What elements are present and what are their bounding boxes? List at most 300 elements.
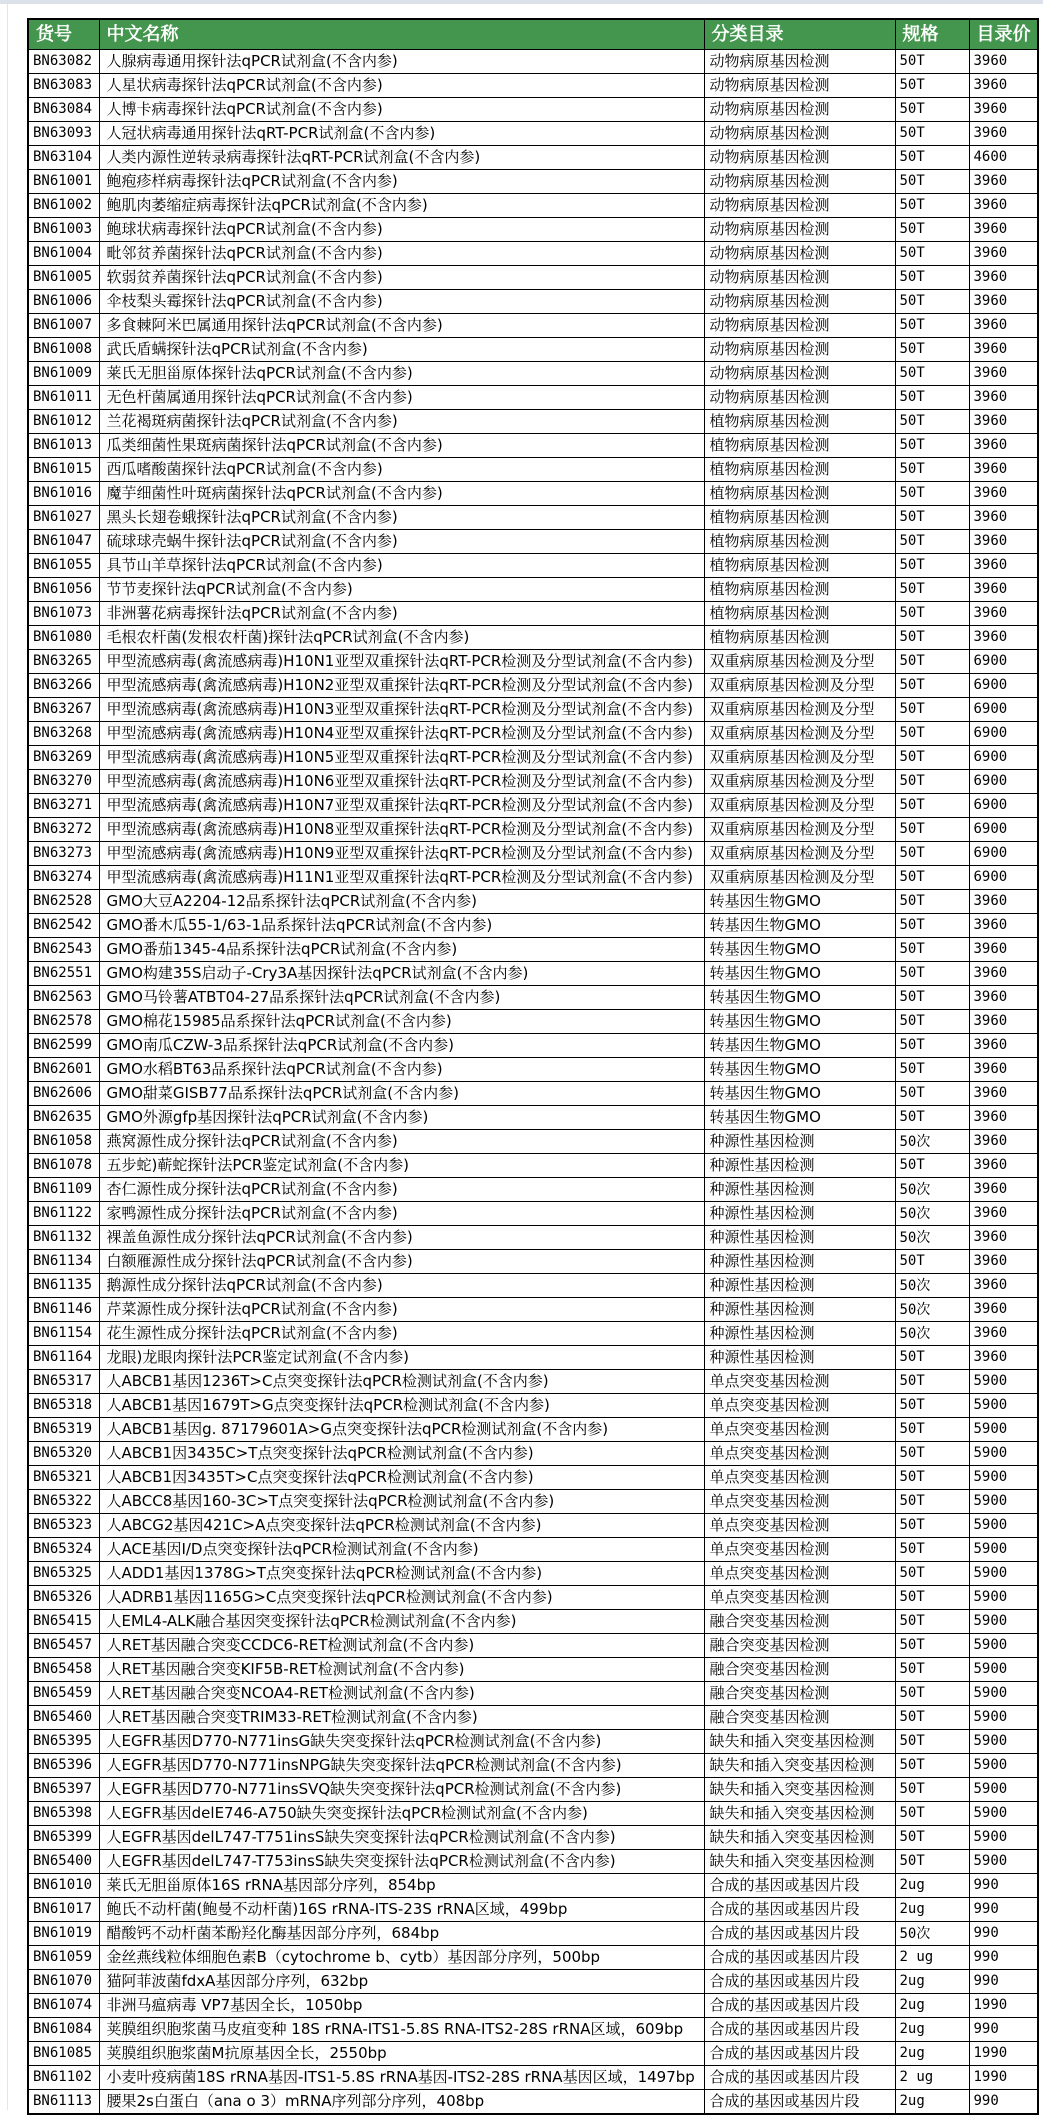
cell-price[interactable]: 3960 [969, 938, 1038, 962]
cell-category[interactable]: 融合突变基因检测 [704, 1610, 895, 1634]
cell-price[interactable]: 990 [969, 1970, 1038, 1994]
cell-item-name[interactable]: 无色杆菌属通用探针法qPCR试剂盒(不含内参) [99, 386, 704, 410]
cell-category[interactable]: 种源性基因检测 [704, 1226, 895, 1250]
column-header-item-name[interactable]: 中文名称 [99, 19, 704, 50]
cell-price[interactable]: 990 [969, 1946, 1038, 1970]
cell-item-code[interactable]: BN63271 [28, 794, 99, 818]
cell-spec[interactable]: 50T [895, 1394, 969, 1418]
cell-price[interactable]: 3960 [969, 1322, 1038, 1346]
cell-price[interactable]: 3960 [969, 1082, 1038, 1106]
cell-spec[interactable]: 50T [895, 1826, 969, 1850]
cell-category[interactable]: 合成的基因或基因片段 [704, 2066, 895, 2090]
cell-category[interactable]: 融合突变基因检测 [704, 1634, 895, 1658]
cell-item-code[interactable]: BN61019 [28, 1922, 99, 1946]
cell-item-code[interactable]: BN61146 [28, 1298, 99, 1322]
cell-category[interactable]: 植物病原基因检测 [704, 578, 895, 602]
cell-spec[interactable]: 50T [895, 1634, 969, 1658]
cell-category[interactable]: 单点突变基因检测 [704, 1466, 895, 1490]
cell-category[interactable]: 动物病原基因检测 [704, 170, 895, 194]
cell-price[interactable]: 3960 [969, 1202, 1038, 1226]
cell-item-code[interactable]: BN61007 [28, 314, 99, 338]
cell-category[interactable]: 种源性基因检测 [704, 1178, 895, 1202]
cell-category[interactable]: 动物病原基因检测 [704, 122, 895, 146]
cell-price[interactable]: 5900 [969, 1706, 1038, 1730]
cell-category[interactable]: 动物病原基因检测 [704, 266, 895, 290]
cell-spec[interactable]: 2ug [895, 1898, 969, 1922]
cell-item-code[interactable]: BN65397 [28, 1778, 99, 1802]
cell-category[interactable]: 植物病原基因检测 [704, 434, 895, 458]
column-header-category[interactable]: 分类目录 [704, 19, 895, 50]
cell-price[interactable]: 6900 [969, 698, 1038, 722]
cell-item-code[interactable]: BN61109 [28, 1178, 99, 1202]
cell-category[interactable]: 合成的基因或基因片段 [704, 1898, 895, 1922]
cell-category[interactable]: 合成的基因或基因片段 [704, 1970, 895, 1994]
cell-spec[interactable]: 50T [895, 818, 969, 842]
cell-category[interactable]: 单点突变基因检测 [704, 1514, 895, 1538]
cell-category[interactable]: 合成的基因或基因片段 [704, 2018, 895, 2042]
cell-item-code[interactable]: BN61004 [28, 242, 99, 266]
cell-price[interactable]: 6900 [969, 770, 1038, 794]
cell-item-name[interactable]: GMO外源gfp基因探针法qPCR试剂盒(不含内参) [99, 1106, 704, 1130]
cell-spec[interactable]: 50T [895, 602, 969, 626]
cell-item-name[interactable]: 莱氏无胆甾原体16S rRNA基因部分序列，854bp [99, 1874, 704, 1898]
cell-item-code[interactable]: BN61005 [28, 266, 99, 290]
cell-price[interactable]: 6900 [969, 866, 1038, 890]
cell-spec[interactable]: 50T [895, 1442, 969, 1466]
cell-item-code[interactable]: BN63093 [28, 122, 99, 146]
cell-item-code[interactable]: BN61056 [28, 578, 99, 602]
cell-price[interactable]: 5900 [969, 1658, 1038, 1682]
cell-item-code[interactable]: BN65395 [28, 1730, 99, 1754]
cell-category[interactable]: 单点突变基因检测 [704, 1418, 895, 1442]
cell-item-name[interactable]: 人ABCB1因3435T>C点突变探针法qPCR检测试剂盒(不含内参) [99, 1466, 704, 1490]
cell-item-name[interactable]: 荚膜组织胞浆菌马皮疽变种 18S rRNA-ITS1-5.8S RNA-ITS2-28S rRNA区域，609bp [99, 2018, 704, 2042]
cell-item-code[interactable]: BN63270 [28, 770, 99, 794]
cell-category[interactable]: 双重病原基因检测及分型 [704, 866, 895, 890]
cell-category[interactable]: 转基因生物GMO [704, 1058, 895, 1082]
cell-price[interactable]: 990 [969, 2018, 1038, 2042]
cell-category[interactable]: 动物病原基因检测 [704, 314, 895, 338]
cell-category[interactable]: 双重病原基因检测及分型 [704, 650, 895, 674]
cell-spec[interactable]: 50T [895, 1682, 969, 1706]
cell-spec[interactable]: 50T [895, 1154, 969, 1178]
cell-spec[interactable]: 2 ug [895, 1946, 969, 1970]
cell-item-name[interactable]: 人RET基因融合突变CCDC6-RET检测试剂盒(不含内参) [99, 1634, 704, 1658]
cell-item-code[interactable]: BN62601 [28, 1058, 99, 1082]
cell-item-code[interactable]: BN63082 [28, 50, 99, 74]
cell-item-name[interactable]: GMO南瓜CZW-3品系探针法qPCR试剂盒(不含内参) [99, 1034, 704, 1058]
cell-item-name[interactable]: 武氏盾螨探针法qPCR试剂盒(不含内参) [99, 338, 704, 362]
cell-spec[interactable]: 50次 [895, 1226, 969, 1250]
cell-item-name[interactable]: 人ABCB1基因1236T>C点突变探针法qPCR检测试剂盒(不含内参) [99, 1370, 704, 1394]
cell-item-name[interactable]: 人RET基因融合突变KIF5B-RET检测试剂盒(不含内参) [99, 1658, 704, 1682]
cell-category[interactable]: 缺失和插入突变基因检测 [704, 1754, 895, 1778]
cell-item-code[interactable]: BN61164 [28, 1346, 99, 1370]
cell-price[interactable]: 3960 [969, 218, 1038, 242]
cell-spec[interactable]: 2 ug [895, 2066, 969, 2090]
cell-price[interactable]: 3960 [969, 242, 1038, 266]
cell-item-code[interactable]: BN63267 [28, 698, 99, 722]
cell-item-code[interactable]: BN62578 [28, 1010, 99, 1034]
cell-item-name[interactable]: 鲍氏不动杆菌(鲍曼不动杆菌)16S rRNA-ITS-23S rRNA区域，499bp [99, 1898, 704, 1922]
cell-item-name[interactable]: 鲍肌肉萎缩症病毒探针法qPCR试剂盒(不含内参) [99, 194, 704, 218]
cell-category[interactable]: 转基因生物GMO [704, 1106, 895, 1130]
cell-item-name[interactable]: 甲型流感病毒(禽流感病毒)H11N1亚型双重探针法qRT-PCR检测及分型试剂盒(不含内参) [99, 866, 704, 890]
cell-item-name[interactable]: 人ADD1基因1378G>T点突变探针法qPCR检测试剂盒(不含内参) [99, 1562, 704, 1586]
cell-spec[interactable]: 50T [895, 890, 969, 914]
cell-category[interactable]: 转基因生物GMO [704, 1034, 895, 1058]
cell-spec[interactable]: 50T [895, 1418, 969, 1442]
cell-price[interactable]: 3960 [969, 314, 1038, 338]
cell-category[interactable]: 合成的基因或基因片段 [704, 1874, 895, 1898]
cell-category[interactable]: 种源性基因检测 [704, 1202, 895, 1226]
cell-item-code[interactable]: BN65324 [28, 1538, 99, 1562]
cell-item-code[interactable]: BN61016 [28, 482, 99, 506]
cell-spec[interactable]: 50次 [895, 1178, 969, 1202]
cell-spec[interactable]: 50T [895, 410, 969, 434]
cell-price[interactable]: 6900 [969, 650, 1038, 674]
cell-spec[interactable]: 50T [895, 962, 969, 986]
cell-spec[interactable]: 50T [895, 482, 969, 506]
cell-item-name[interactable]: 人EGFR基因D770-N771insNPG缺失突变探针法qPCR检测试剂盒(不含内参) [99, 1754, 704, 1778]
cell-item-code[interactable]: BN62599 [28, 1034, 99, 1058]
cell-item-name[interactable]: 节节麦探针法qPCR试剂盒(不含内参) [99, 578, 704, 602]
cell-item-code[interactable]: BN65326 [28, 1586, 99, 1610]
cell-category[interactable]: 动物病原基因检测 [704, 386, 895, 410]
cell-item-code[interactable]: BN62563 [28, 986, 99, 1010]
cell-spec[interactable]: 50T [895, 650, 969, 674]
cell-price[interactable]: 3960 [969, 482, 1038, 506]
cell-category[interactable]: 单点突变基因检测 [704, 1370, 895, 1394]
cell-price[interactable]: 5900 [969, 1370, 1038, 1394]
cell-item-name[interactable]: 甲型流感病毒(禽流感病毒)H10N1亚型双重探针法qRT-PCR检测及分型试剂盒(不含内参) [99, 650, 704, 674]
cell-spec[interactable]: 50T [895, 266, 969, 290]
cell-price[interactable]: 3960 [969, 554, 1038, 578]
cell-item-name[interactable]: 人ABCG2基因421C>A点突变探针法qPCR检测试剂盒(不含内参) [99, 1514, 704, 1538]
cell-spec[interactable]: 50T [895, 722, 969, 746]
cell-price[interactable]: 3960 [969, 530, 1038, 554]
cell-price[interactable]: 3960 [969, 578, 1038, 602]
cell-item-code[interactable]: BN65322 [28, 1490, 99, 1514]
cell-item-name[interactable]: 燕窝源性成分探针法qPCR试剂盒(不含内参) [99, 1130, 704, 1154]
cell-item-name[interactable]: 硫球球壳蜗牛探针法qPCR试剂盒(不含内参) [99, 530, 704, 554]
cell-item-code[interactable]: BN63083 [28, 74, 99, 98]
cell-price[interactable]: 5900 [969, 1802, 1038, 1826]
cell-category[interactable]: 缺失和插入突变基因检测 [704, 1850, 895, 1874]
cell-category[interactable]: 转基因生物GMO [704, 962, 895, 986]
cell-price[interactable]: 4600 [969, 146, 1038, 170]
cell-price[interactable]: 6900 [969, 674, 1038, 698]
cell-item-name[interactable]: GMO棉花15985品系探针法qPCR试剂盒(不含内参) [99, 1010, 704, 1034]
cell-item-name[interactable]: 黑头长翅卷蛾探针法qPCR试剂盒(不含内参) [99, 506, 704, 530]
cell-item-name[interactable]: 花生源性成分探针法qPCR试剂盒(不含内参) [99, 1322, 704, 1346]
cell-spec[interactable]: 50T [895, 122, 969, 146]
cell-category[interactable]: 融合突变基因检测 [704, 1706, 895, 1730]
cell-item-code[interactable]: BN61009 [28, 362, 99, 386]
cell-item-code[interactable]: BN65400 [28, 1850, 99, 1874]
cell-price[interactable]: 5900 [969, 1394, 1038, 1418]
cell-category[interactable]: 种源性基因检测 [704, 1322, 895, 1346]
cell-category[interactable]: 植物病原基因检测 [704, 530, 895, 554]
cell-item-code[interactable]: BN65457 [28, 1634, 99, 1658]
cell-category[interactable]: 单点突变基因检测 [704, 1586, 895, 1610]
cell-spec[interactable]: 50T [895, 506, 969, 530]
cell-category[interactable]: 合成的基因或基因片段 [704, 2042, 895, 2066]
cell-spec[interactable]: 50T [895, 1802, 969, 1826]
cell-item-name[interactable]: 毗邻贫养菌探针法qPCR试剂盒(不含内参) [99, 242, 704, 266]
cell-price[interactable]: 3960 [969, 290, 1038, 314]
cell-item-name[interactable]: GMO马铃薯ATBT04-27品系探针法qPCR试剂盒(不含内参) [99, 986, 704, 1010]
cell-price[interactable]: 3960 [969, 506, 1038, 530]
column-header-item-code[interactable]: 货号 [28, 19, 99, 50]
cell-item-code[interactable]: BN61102 [28, 2066, 99, 2090]
cell-item-name[interactable]: 人ADRB1基因1165G>C点突变探针法qPCR检测试剂盒(不含内参) [99, 1586, 704, 1610]
cell-spec[interactable]: 50T [895, 674, 969, 698]
cell-item-name[interactable]: GMO番木瓜55-1/63-1品系探针法qPCR试剂盒(不含内参) [99, 914, 704, 938]
cell-item-code[interactable]: BN61154 [28, 1322, 99, 1346]
cell-spec[interactable]: 50T [895, 1850, 969, 1874]
cell-category[interactable]: 种源性基因检测 [704, 1154, 895, 1178]
cell-item-code[interactable]: BN61074 [28, 1994, 99, 2018]
cell-spec[interactable]: 50T [895, 194, 969, 218]
cell-category[interactable]: 单点突变基因检测 [704, 1562, 895, 1586]
cell-price[interactable]: 3960 [969, 1034, 1038, 1058]
cell-item-code[interactable]: BN65323 [28, 1514, 99, 1538]
cell-item-code[interactable]: BN61006 [28, 290, 99, 314]
cell-price[interactable]: 3960 [969, 74, 1038, 98]
cell-spec[interactable]: 50T [895, 842, 969, 866]
cell-category[interactable]: 合成的基因或基因片段 [704, 2090, 895, 2115]
cell-category[interactable]: 种源性基因检测 [704, 1130, 895, 1154]
cell-item-name[interactable]: 甲型流感病毒(禽流感病毒)H10N2亚型双重探针法qRT-PCR检测及分型试剂盒(不含内参) [99, 674, 704, 698]
cell-spec[interactable]: 50T [895, 1250, 969, 1274]
cell-category[interactable]: 动物病原基因检测 [704, 74, 895, 98]
cell-category[interactable]: 缺失和插入突变基因检测 [704, 1802, 895, 1826]
cell-spec[interactable]: 50T [895, 74, 969, 98]
cell-item-code[interactable]: BN61122 [28, 1202, 99, 1226]
cell-spec[interactable]: 50T [895, 458, 969, 482]
cell-price[interactable]: 3960 [969, 914, 1038, 938]
cell-category[interactable]: 种源性基因检测 [704, 1274, 895, 1298]
cell-item-name[interactable]: GMO大豆A2204-12品系探针法qPCR试剂盒(不含内参) [99, 890, 704, 914]
cell-category[interactable]: 缺失和插入突变基因检测 [704, 1778, 895, 1802]
cell-price[interactable]: 990 [969, 1922, 1038, 1946]
cell-category[interactable]: 植物病原基因检测 [704, 626, 895, 650]
cell-category[interactable]: 植物病原基因检测 [704, 458, 895, 482]
cell-category[interactable]: 合成的基因或基因片段 [704, 1922, 895, 1946]
cell-item-code[interactable]: BN62528 [28, 890, 99, 914]
cell-item-code[interactable]: BN62606 [28, 1082, 99, 1106]
cell-item-name[interactable]: 人星状病毒探针法qPCR试剂盒(不含内参) [99, 74, 704, 98]
cell-spec[interactable]: 50T [895, 1466, 969, 1490]
cell-price[interactable]: 3960 [969, 962, 1038, 986]
cell-item-name[interactable]: 人RET基因融合突变TRIM33-RET检测试剂盒(不含内参) [99, 1706, 704, 1730]
cell-price[interactable]: 3960 [969, 122, 1038, 146]
cell-item-name[interactable]: 非洲薯花病毒探针法qPCR试剂盒(不含内参) [99, 602, 704, 626]
cell-category[interactable]: 双重病原基因检测及分型 [704, 842, 895, 866]
cell-price[interactable]: 6900 [969, 842, 1038, 866]
cell-item-name[interactable]: 人ABCB1基因1679T>G点突变探针法qPCR检测试剂盒(不含内参) [99, 1394, 704, 1418]
cell-price[interactable]: 3960 [969, 1010, 1038, 1034]
cell-spec[interactable]: 2ug [895, 2018, 969, 2042]
cell-item-code[interactable]: BN61013 [28, 434, 99, 458]
cell-item-name[interactable]: 荚膜组织胞浆菌M抗原基因全长，2550bp [99, 2042, 704, 2066]
cell-item-code[interactable]: BN61010 [28, 1874, 99, 1898]
cell-item-name[interactable]: GMO水稻BT63品系探针法qPCR试剂盒(不含内参) [99, 1058, 704, 1082]
cell-category[interactable]: 融合突变基因检测 [704, 1658, 895, 1682]
cell-price[interactable]: 3960 [969, 1058, 1038, 1082]
cell-price[interactable]: 3960 [969, 1154, 1038, 1178]
cell-category[interactable]: 种源性基因检测 [704, 1298, 895, 1322]
cell-item-code[interactable]: BN61059 [28, 1946, 99, 1970]
cell-item-name[interactable]: 人博卡病毒探针法qPCR试剂盒(不含内参) [99, 98, 704, 122]
cell-category[interactable]: 转基因生物GMO [704, 1010, 895, 1034]
cell-spec[interactable]: 50T [895, 866, 969, 890]
cell-category[interactable]: 转基因生物GMO [704, 914, 895, 938]
cell-category[interactable]: 单点突变基因检测 [704, 1442, 895, 1466]
cell-item-name[interactable]: 甲型流感病毒(禽流感病毒)H10N5亚型双重探针法qRT-PCR检测及分型试剂盒(不含内参) [99, 746, 704, 770]
cell-item-name[interactable]: 兰花褐斑病菌探针法qPCR试剂盒(不含内参) [99, 410, 704, 434]
cell-item-name[interactable]: 人ABCB1基因g. 87179601A>G点突变探针法qPCR检测试剂盒(不含内参) [99, 1418, 704, 1442]
cell-item-code[interactable]: BN65396 [28, 1754, 99, 1778]
cell-category[interactable]: 动物病原基因检测 [704, 98, 895, 122]
cell-item-name[interactable]: 人ACE基因I/D点突变探针法qPCR检测试剂盒(不含内参) [99, 1538, 704, 1562]
cell-item-code[interactable]: BN63268 [28, 722, 99, 746]
cell-category[interactable]: 转基因生物GMO [704, 1082, 895, 1106]
cell-spec[interactable]: 50T [895, 554, 969, 578]
cell-category[interactable]: 单点突变基因检测 [704, 1538, 895, 1562]
cell-spec[interactable]: 50T [895, 1106, 969, 1130]
cell-item-name[interactable]: 人EGFR基因delL747-T751insS缺失突变探针法qPCR检测试剂盒(不含内参) [99, 1826, 704, 1850]
cell-spec[interactable]: 50次 [895, 1298, 969, 1322]
cell-item-name[interactable]: 人EGFR基因D770-N771insG缺失突变探针法qPCR检测试剂盒(不含内参) [99, 1730, 704, 1754]
cell-price[interactable]: 3960 [969, 1274, 1038, 1298]
cell-spec[interactable]: 50T [895, 170, 969, 194]
cell-item-code[interactable]: BN63272 [28, 818, 99, 842]
cell-item-name[interactable]: GMO构建35S启动子-Cry3A基因探针法qPCR试剂盒(不含内参) [99, 962, 704, 986]
cell-category[interactable]: 合成的基因或基因片段 [704, 1946, 895, 1970]
cell-item-code[interactable]: BN62542 [28, 914, 99, 938]
cell-item-code[interactable]: BN65318 [28, 1394, 99, 1418]
cell-category[interactable]: 动物病原基因检测 [704, 218, 895, 242]
cell-price[interactable]: 6900 [969, 746, 1038, 770]
cell-price[interactable]: 5900 [969, 1538, 1038, 1562]
cell-item-code[interactable]: BN61113 [28, 2090, 99, 2115]
cell-item-name[interactable]: 具节山羊草探针法qPCR试剂盒(不含内参) [99, 554, 704, 578]
cell-price[interactable]: 5900 [969, 1562, 1038, 1586]
cell-item-name[interactable]: 毛根农杆菌(发根农杆菌)探针法qPCR试剂盒(不含内参) [99, 626, 704, 650]
cell-category[interactable]: 植物病原基因检测 [704, 602, 895, 626]
cell-price[interactable]: 6900 [969, 818, 1038, 842]
cell-item-name[interactable]: 人ABCC8基因160-3C>T点突变探针法qPCR检测试剂盒(不含内参) [99, 1490, 704, 1514]
cell-spec[interactable]: 50T [895, 1538, 969, 1562]
cell-price[interactable]: 3960 [969, 626, 1038, 650]
column-header-spec[interactable]: 规格 [895, 19, 969, 50]
cell-price[interactable]: 5900 [969, 1634, 1038, 1658]
cell-price[interactable]: 5900 [969, 1850, 1038, 1874]
cell-item-name[interactable]: 小麦叶疫病菌18S rRNA基因-ITS1-5.8S rRNA基因-ITS2-28S rRNA基因区域，1497bp [99, 2066, 704, 2090]
cell-item-code[interactable]: BN61135 [28, 1274, 99, 1298]
cell-price[interactable]: 3960 [969, 1106, 1038, 1130]
cell-item-code[interactable]: BN61017 [28, 1898, 99, 1922]
cell-item-name[interactable]: 西瓜嗜酸菌探针法qPCR试剂盒(不含内参) [99, 458, 704, 482]
cell-spec[interactable]: 50T [895, 698, 969, 722]
cell-item-code[interactable]: BN61011 [28, 386, 99, 410]
cell-item-name[interactable]: 裸盖鱼源性成分探针法qPCR试剂盒(不含内参) [99, 1226, 704, 1250]
cell-category[interactable]: 双重病原基因检测及分型 [704, 698, 895, 722]
cell-spec[interactable]: 50T [895, 794, 969, 818]
cell-price[interactable]: 3960 [969, 1226, 1038, 1250]
cell-item-code[interactable]: BN65415 [28, 1610, 99, 1634]
cell-item-name[interactable]: 人EML4-ALK融合基因突变探针法qPCR检测试剂盒(不含内参) [99, 1610, 704, 1634]
cell-price[interactable]: 5900 [969, 1754, 1038, 1778]
cell-item-code[interactable]: BN61085 [28, 2042, 99, 2066]
cell-item-name[interactable]: 莱氏无胆甾原体探针法qPCR试剂盒(不含内参) [99, 362, 704, 386]
cell-price[interactable]: 1990 [969, 2066, 1038, 2090]
cell-category[interactable]: 缺失和插入突变基因检测 [704, 1826, 895, 1850]
cell-category[interactable]: 单点突变基因检测 [704, 1490, 895, 1514]
cell-item-code[interactable]: BN63265 [28, 650, 99, 674]
cell-item-name[interactable]: 人EGFR基因D770-N771insSVQ缺失突变探针法qPCR检测试剂盒(不含内参) [99, 1778, 704, 1802]
cell-item-code[interactable]: BN65325 [28, 1562, 99, 1586]
cell-spec[interactable]: 50T [895, 1610, 969, 1634]
cell-category[interactable]: 植物病原基因检测 [704, 482, 895, 506]
cell-spec[interactable]: 50T [895, 1754, 969, 1778]
cell-item-name[interactable]: 家鸭源性成分探针法qPCR试剂盒(不含内参) [99, 1202, 704, 1226]
cell-spec[interactable]: 50次 [895, 1130, 969, 1154]
cell-item-code[interactable]: BN65398 [28, 1802, 99, 1826]
cell-category[interactable]: 转基因生物GMO [704, 890, 895, 914]
cell-price[interactable]: 5900 [969, 1418, 1038, 1442]
cell-spec[interactable]: 50T [895, 530, 969, 554]
cell-price[interactable]: 3960 [969, 266, 1038, 290]
cell-category[interactable]: 双重病原基因检测及分型 [704, 818, 895, 842]
cell-spec[interactable]: 50次 [895, 1922, 969, 1946]
cell-spec[interactable]: 50次 [895, 1322, 969, 1346]
cell-price[interactable]: 3960 [969, 602, 1038, 626]
cell-price[interactable]: 5900 [969, 1490, 1038, 1514]
cell-item-name[interactable]: 伞枝梨头霉探针法qPCR试剂盒(不含内参) [99, 290, 704, 314]
cell-price[interactable]: 3960 [969, 338, 1038, 362]
cell-price[interactable]: 5900 [969, 1610, 1038, 1634]
cell-item-code[interactable]: BN62635 [28, 1106, 99, 1130]
cell-item-name[interactable]: 魔芋细菌性叶斑病菌探针法qPCR试剂盒(不含内参) [99, 482, 704, 506]
cell-price[interactable]: 3960 [969, 98, 1038, 122]
cell-item-name[interactable]: 人冠状病毒通用探针法qRT-PCR试剂盒(不含内参) [99, 122, 704, 146]
cell-spec[interactable]: 2ug [895, 1994, 969, 2018]
cell-item-name[interactable]: 多食棘阿米巴属通用探针法qPCR试剂盒(不含内参) [99, 314, 704, 338]
cell-price[interactable]: 990 [969, 2090, 1038, 2115]
cell-spec[interactable]: 50T [895, 1778, 969, 1802]
cell-item-name[interactable]: 甲型流感病毒(禽流感病毒)H10N4亚型双重探针法qRT-PCR检测及分型试剂盒(不含内参) [99, 722, 704, 746]
cell-category[interactable]: 双重病原基因检测及分型 [704, 770, 895, 794]
cell-price[interactable]: 3960 [969, 458, 1038, 482]
cell-category[interactable]: 种源性基因检测 [704, 1346, 895, 1370]
cell-item-code[interactable]: BN61073 [28, 602, 99, 626]
cell-item-name[interactable]: 人EGFR基因delL747-T753insS缺失突变探针法qPCR检测试剂盒(不含内参) [99, 1850, 704, 1874]
cell-spec[interactable]: 50T [895, 986, 969, 1010]
cell-item-code[interactable]: BN61003 [28, 218, 99, 242]
cell-category[interactable]: 双重病原基因检测及分型 [704, 674, 895, 698]
cell-category[interactable]: 种源性基因检测 [704, 1250, 895, 1274]
cell-item-code[interactable]: BN61132 [28, 1226, 99, 1250]
cell-item-code[interactable]: BN61015 [28, 458, 99, 482]
cell-item-code[interactable]: BN65317 [28, 1370, 99, 1394]
cell-price[interactable]: 5900 [969, 1466, 1038, 1490]
cell-price[interactable]: 1990 [969, 1994, 1038, 2018]
cell-item-name[interactable]: 甲型流感病毒(禽流感病毒)H10N8亚型双重探针法qRT-PCR检测及分型试剂盒(不含内参) [99, 818, 704, 842]
cell-item-code[interactable]: BN61012 [28, 410, 99, 434]
